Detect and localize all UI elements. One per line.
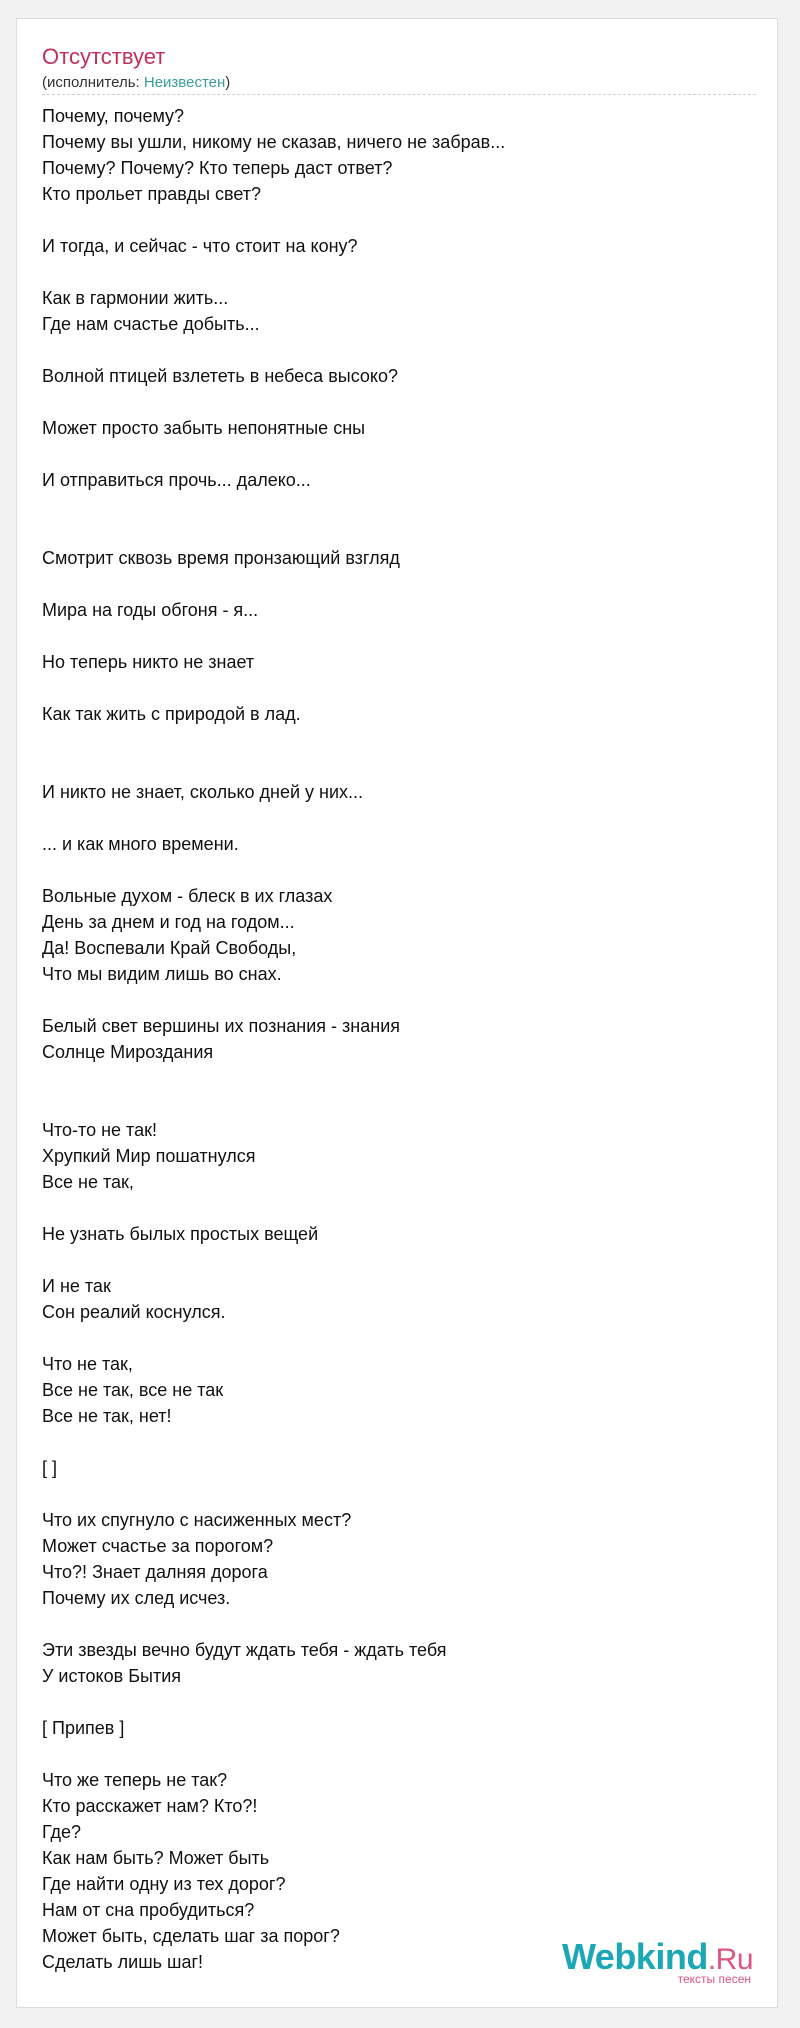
lyrics-line: Мира на годы обгоня - я...	[42, 600, 259, 620]
lyrics-line: Может счастье за порогом?	[42, 1536, 274, 1556]
lyrics-blank-line	[42, 753, 756, 779]
lyrics-line: Может быть, сделать шаг за порог?	[42, 1926, 340, 1946]
lyrics-line: Не узнать былых простых вещей	[42, 1224, 319, 1244]
artist-prefix: (исполнитель:	[42, 74, 144, 91]
lyrics-line: Кто расскажет нам? Кто?!	[42, 1796, 258, 1816]
lyrics-line: И тогда, и сейчас - что стоит на кону?	[42, 236, 358, 256]
lyrics-blank-line	[42, 1689, 756, 1715]
lyrics-body	[42, 103, 756, 1975]
lyrics-line: Сделать лишь шаг!	[42, 1952, 204, 1972]
lyrics-line: И никто не знает, сколько дней у них...	[42, 782, 364, 802]
lyrics-blank-line	[42, 1325, 756, 1351]
lyrics-blank-line	[42, 1065, 756, 1091]
lyrics-line: Где нам счастье добыть...	[42, 314, 260, 334]
lyrics-blank-line	[42, 519, 756, 545]
lyrics-line: Но теперь никто не знает	[42, 652, 255, 672]
artist-line	[42, 73, 230, 93]
lyrics-blank-line	[42, 727, 756, 753]
lyrics-line: Что же теперь не так?	[42, 1770, 228, 1790]
lyrics-blank-line	[42, 1429, 756, 1455]
lyrics-line: Нам от сна пробудиться?	[42, 1900, 255, 1920]
lyrics-line: ... и как много времени.	[42, 834, 239, 854]
lyrics-blank-line	[42, 987, 756, 1013]
artist-link[interactable]: Неизвестен	[143, 74, 226, 91]
lyrics-blank-line	[42, 1195, 756, 1221]
artist-suffix: )	[225, 74, 231, 91]
lyrics-line: Что?! Знает далняя дорога	[42, 1562, 268, 1582]
lyrics-blank-line	[42, 389, 756, 415]
lyrics-blank-line	[42, 675, 756, 701]
lyrics-line: Эти звезды вечно будут ждать тебя - ждать тебя	[42, 1640, 447, 1660]
lyrics-line: И отправиться прочь... далеко...	[42, 470, 311, 490]
lyrics-line: Сон реалий коснулся.	[42, 1302, 226, 1322]
lyrics-line: Где?	[42, 1822, 82, 1842]
lyrics-line: Солнце Мироздания	[42, 1042, 214, 1062]
lyrics-line: Что их спугнуло с насиженных мест?	[42, 1510, 352, 1530]
lyrics-line: Почему их след исчез.	[42, 1588, 231, 1608]
lyrics-line: И не так	[42, 1276, 111, 1296]
lyrics-line: Белый свет вершины их познания - знания	[42, 1016, 400, 1036]
lyrics-line: Как нам быть? Может быть	[42, 1848, 270, 1868]
lyrics-blank-line	[42, 1091, 756, 1117]
lyrics-blank-line	[42, 805, 756, 831]
lyrics-line: [ Припев ]	[42, 1718, 125, 1738]
lyrics-line: Хрупкий Мир пошатнулся	[42, 1146, 256, 1166]
logo-tagline: тексты песен	[677, 1972, 751, 1986]
lyrics-line: Все не так, все не так	[42, 1380, 224, 1400]
lyrics-line: Кто прольет правды свет?	[42, 184, 262, 204]
lyrics-blank-line	[42, 207, 756, 233]
song-title: Отсутствует	[42, 44, 166, 69]
lyrics-line: Что не так,	[42, 1354, 133, 1374]
lyrics-line: Вольные духом - блеск в их глазах	[42, 886, 333, 906]
lyrics-blank-line	[42, 1611, 756, 1637]
lyrics-line: [ ]	[42, 1458, 58, 1478]
lyrics-line: Все не так,	[42, 1172, 134, 1192]
lyrics-line: Что-то не так!	[42, 1120, 157, 1140]
lyrics-line: У истоков Бытия	[42, 1666, 181, 1686]
lyrics-line: День за днем и год на годом...	[42, 912, 295, 932]
logo-tld: .Ru	[707, 1943, 753, 1976]
lyrics-line: Почему, почему?	[42, 106, 185, 126]
lyrics-blank-line	[42, 1247, 756, 1273]
title-divider	[42, 94, 756, 95]
lyrics-card	[16, 18, 778, 2008]
logo-wordmark: Webkind	[561, 1936, 708, 1977]
lyrics-line: Как в гармонии жить...	[42, 288, 229, 308]
lyrics-blank-line	[42, 337, 756, 363]
site-logo[interactable]	[562, 1938, 753, 1985]
lyrics-blank-line	[42, 259, 756, 285]
lyrics-blank-line	[42, 441, 756, 467]
lyrics-blank-line	[42, 493, 756, 519]
lyrics-line: Все не так, нет!	[42, 1406, 172, 1426]
lyrics-line: Смотрит сквозь время пронзающий взгляд	[42, 548, 400, 568]
lyrics-line: Как так жить с природой в лад.	[42, 704, 301, 724]
lyrics-blank-line	[42, 623, 756, 649]
lyrics-blank-line	[42, 1741, 756, 1767]
lyrics-line: Может просто забыть непонятные сны	[42, 418, 366, 438]
lyrics-line: Да! Воспевали Край Свободы,	[42, 938, 297, 958]
lyrics-line: Где найти одну из тех дорог?	[42, 1874, 286, 1894]
lyrics-line: Что мы видим лишь во снах.	[42, 964, 282, 984]
lyrics-line: Волной птицей взлететь в небеса высоко?	[42, 366, 399, 386]
lyrics-blank-line	[42, 1481, 756, 1507]
lyrics-line: Почему вы ушли, никому не сказав, ничего не забрав...	[42, 132, 506, 152]
lyrics-blank-line	[42, 857, 756, 883]
lyrics-blank-line	[42, 571, 756, 597]
lyrics-line: Почему? Почему? Кто теперь даст ответ?	[42, 158, 393, 178]
